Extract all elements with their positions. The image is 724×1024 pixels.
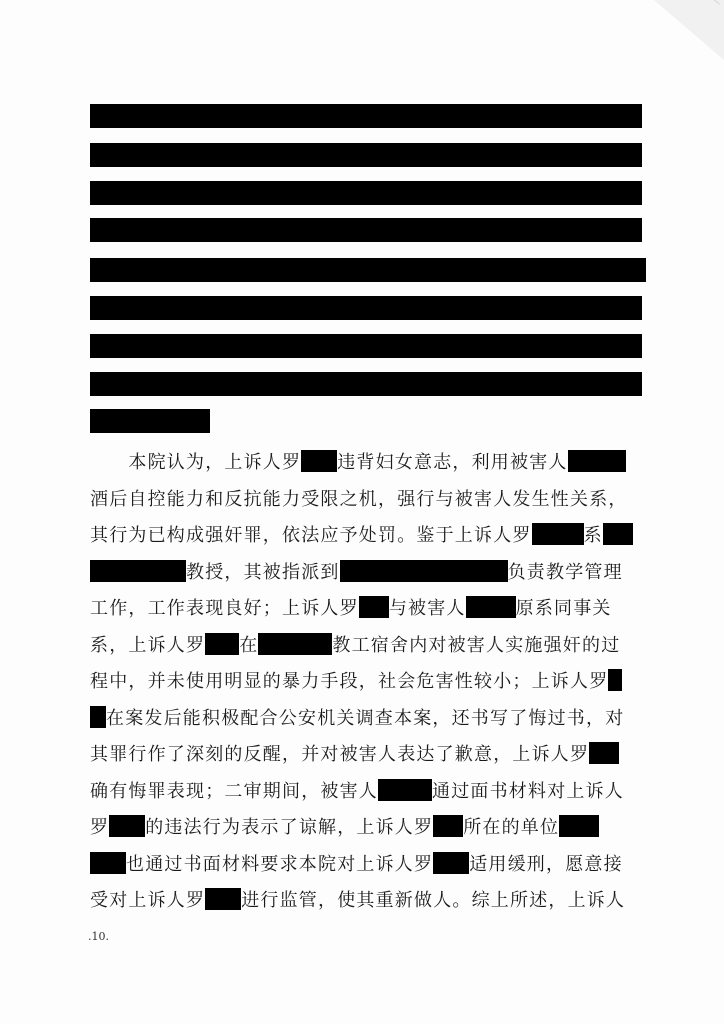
redaction-block [559, 815, 599, 837]
text-run: 通过面书材料对上诉人 [432, 780, 624, 802]
text-run: 在案发后能积极配合公安机关调查本案，还书写了悔过书，对 [106, 707, 625, 729]
text-run: 负责教学管理 [507, 561, 623, 583]
text-line [90, 482, 650, 519]
text-run: 本院认为，上诉人罗 [90, 452, 302, 473]
page-number: .10. [88, 930, 109, 943]
redaction-bar [90, 104, 642, 128]
redaction-block [466, 596, 516, 618]
redaction-block [205, 633, 239, 655]
redaction-block [90, 560, 186, 582]
text-run: 程中，并未使用明显的暴力手段，社会危害性较小；上诉人罗 [90, 671, 609, 692]
redaction-block [205, 888, 241, 910]
text-line [90, 445, 650, 482]
text-run: 系 [583, 525, 603, 546]
judgment-paragraph [90, 445, 650, 920]
text-line [90, 701, 650, 738]
redaction-block [378, 779, 432, 801]
text-line [90, 591, 650, 628]
text-line [90, 555, 650, 592]
text-run: 原系同事关 [515, 598, 612, 619]
redaction-block [589, 742, 619, 764]
redaction-block [258, 633, 332, 655]
text-run: 其行为已构成强奸罪，依法应予处罚。鉴于上诉人罗 [90, 525, 532, 546]
text-line [90, 664, 650, 701]
text-run: 系，上诉人罗 [90, 634, 206, 656]
redaction-block [301, 450, 337, 472]
redaction-block [90, 852, 126, 874]
redaction-bar [90, 218, 642, 242]
text-run: 确有悔罪表现；二审期间，被害人 [90, 780, 378, 802]
redaction-bar [90, 409, 210, 433]
redaction-bar [90, 181, 642, 205]
text-run: 教工宿舍内对被害人实施强奸的过 [332, 634, 621, 656]
redaction-block [532, 523, 584, 545]
text-run: 教授，其被指派到 [186, 561, 340, 583]
redaction-bar [90, 296, 642, 320]
text-run: 酒后自控能力和反抗能力受限之机，强行与被害人发生性关系， [90, 488, 628, 510]
text-run: 受对上诉人罗 [90, 890, 206, 911]
text-line [90, 518, 650, 555]
redaction-bar [90, 143, 642, 167]
redaction-block [608, 669, 622, 691]
text-run: 的违法行为表示了谅解，上诉人罗 [145, 817, 434, 838]
text-run: 违背妇女意志，利用被害人 [337, 452, 568, 473]
redaction-block [359, 596, 389, 618]
redaction-block [109, 815, 145, 837]
redaction-bar [90, 334, 642, 358]
redaction-block [90, 706, 106, 728]
text-run: 在 [239, 634, 259, 656]
text-line [90, 774, 650, 811]
text-run: 所在的单位 [463, 817, 560, 838]
text-run: 进行监管，使其重新做人。综上所述，上诉人 [241, 890, 626, 911]
page-fold-corner [654, 0, 724, 60]
redaction-block [433, 815, 463, 837]
text-line [90, 628, 650, 665]
text-line [90, 847, 650, 884]
text-run: 工作，工作表现良好；上诉人罗 [90, 598, 359, 619]
text-line [90, 737, 650, 774]
text-run: 其罪行作了深刻的反醒，并对被害人表达了歉意，上诉人罗 [90, 744, 590, 765]
redaction-block [568, 450, 626, 472]
text-run: 适用缓刑，愿意接 [469, 853, 623, 875]
text-line [90, 810, 650, 847]
redaction-bar [90, 258, 646, 282]
redaction-bar [90, 372, 642, 396]
text-line [90, 883, 650, 920]
redaction-block [340, 560, 508, 582]
redaction-block [433, 852, 469, 874]
redaction-block [603, 523, 633, 545]
text-run: 罗 [90, 817, 110, 838]
text-run: 也通过书面材料要求本院对上诉人罗 [126, 853, 434, 875]
text-run: 与被害人 [388, 598, 466, 619]
